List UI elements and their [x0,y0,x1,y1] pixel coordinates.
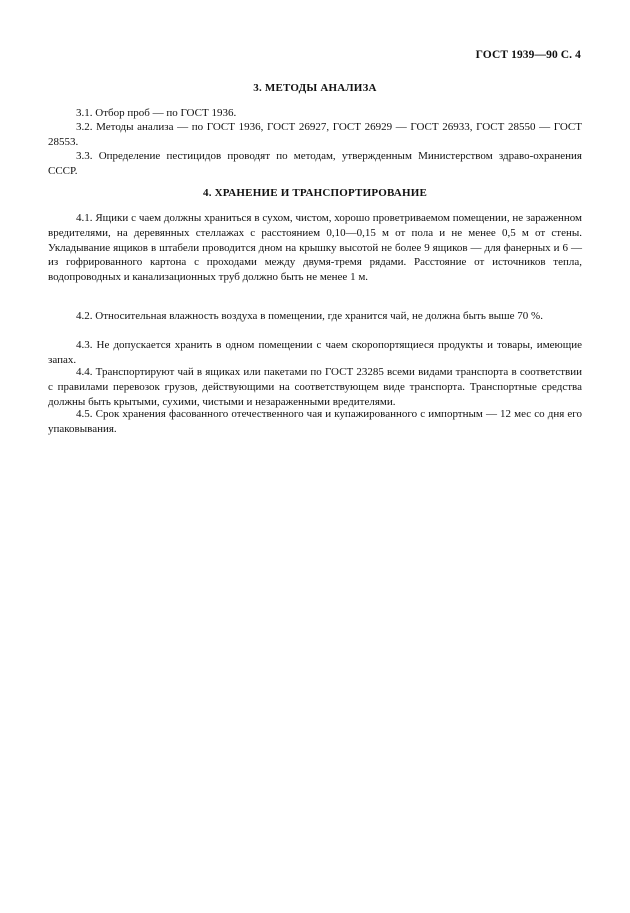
paragraph-4-5: 4.5. Срок хранения фасованного отечественного чая и купажированного с импортным — 12 мес со дня его упаковывания. [48,408,582,435]
paragraph-4-4: 4.4. Транспортируют чай в ящиках или пакетами по ГОСТ 23285 всеми видами транспорта в соответствии с правилами перевозок грузов, действующими на соответствующем виде транспорта. Транспортные средства должны быть крытыми, сухими, чистыми и незараженными вредителями. [48,366,582,408]
section-4-title: 4. ХРАНЕНИЕ И ТРАНСПОРТИРОВАНИЕ [203,187,427,199]
section-3-title: 3. МЕТОДЫ АНАЛИЗА [253,82,377,94]
paragraph-3-2: 3.2. Методы анализа — по ГОСТ 1936, ГОСТ 26927, ГОСТ 26929 — ГОСТ 26933, ГОСТ 28550 — ГОСТ 28553. [48,121,582,148]
page-header-doc-ref: ГОСТ 1939—90 С. 4 [475,49,581,61]
paragraph-4-2: 4.2. Относительная влажность воздуха в помещении, где хранится чай, не должна быть выше 70 %. [76,310,543,322]
paragraph-4-1: 4.1. Ящики с чаем должны храниться в сухом, чистом, хорошо проветриваемом помещении, не зараженном вредителями, на деревянных стеллажах с расстоянием 0,10—0,15 м от пола и не менее 0,5 м от стены. Укладывание ящиков в штабели проводится дном на крышку высотой не более 9 ящиков — для фанерных и 6 — из гофрированного картона с проходами между двумя-тремя рядами. Расстояние от источников тепла, водопроводных и канализационных труб должно быть не менее 1 м. [48,212,582,284]
paragraph-3-1: 3.1. Отбор проб — по ГОСТ 1936. [76,107,237,119]
paragraph-4-3: 4.3. Не допускается хранить в одном помещении с чаем скоропортящиеся продукты и товары, имеющие запах. [48,339,582,366]
paragraph-3-3: 3.3. Определение пестицидов проводят по методам, утвержденным Министерством здраво-охранения СССР. [48,150,582,177]
